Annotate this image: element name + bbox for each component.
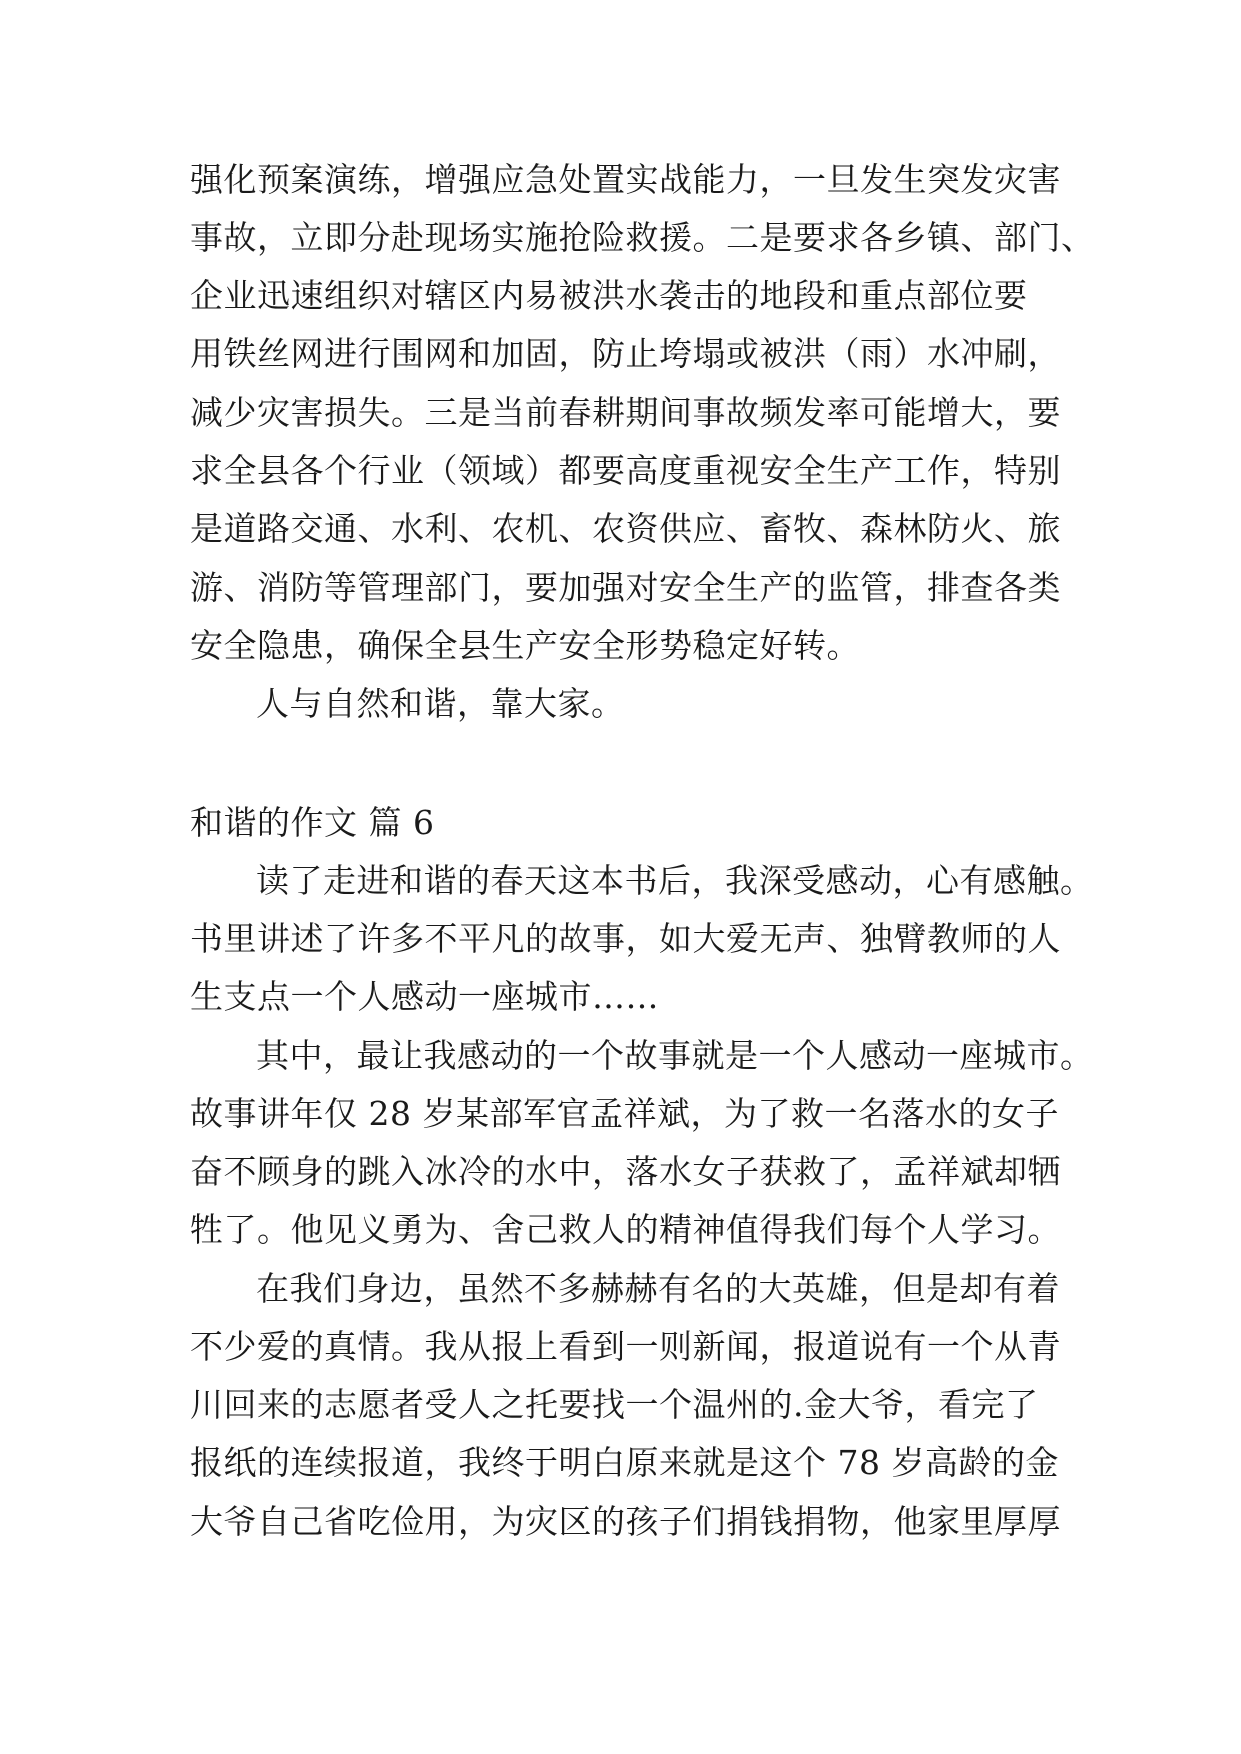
text-line: 减少灾害损失。三是当前春耕期间事故频发率可能增大，要 — [190, 393, 1061, 432]
text-line: 报纸的连续报道，我终于明白原来就是这个 78 岁高龄的金 — [190, 1443, 1059, 1482]
text-line: 奋不顾身的跳入冰冷的水中，落水女子获救了，孟祥斌却牺 — [190, 1152, 1061, 1191]
text-line: 企业迅速组织对辖区内易被洪水袭击的地段和重点部位要 — [190, 276, 1028, 315]
text-line: 川回来的志愿者受人之托要找一个温州的.金大爷，看完了 — [190, 1385, 1039, 1424]
section-heading: 和谐的作文 篇 6 — [190, 803, 435, 842]
text-line: 生支点一个人感动一座城市…… — [190, 977, 659, 1016]
text-line: 读了走进和谐的春天这本书后，我深受感动，心有感触。 — [256, 861, 1094, 900]
text-line: 游、消防等管理部门，要加强对安全生产的监管，排查各类 — [190, 568, 1061, 607]
text-line: 求全县各个行业（领域）都要高度重视安全生产工作，特别 — [190, 451, 1061, 490]
text-line: 书里讲述了许多不平凡的故事，如大爱无声、独臂教师的人 — [190, 919, 1061, 958]
text-line: 不少爱的真情。我从报上看到一则新闻，报道说有一个从青 — [190, 1327, 1061, 1366]
text-line: 用铁丝网进行围网和加固，防止垮塌或被洪（雨）水冲刷， — [190, 334, 1061, 373]
text-line: 故事讲年仅 28 岁某部军官孟祥斌，为了救一名落水的女子 — [190, 1094, 1059, 1133]
text-line: 大爷自己省吃俭用，为灾区的孩子们捐钱捐物，他家里厚厚 — [190, 1502, 1061, 1541]
text-line: 在我们身边，虽然不多赫赫有名的大英雄，但是却有着 — [256, 1269, 1060, 1308]
text-line: 事故，立即分赴现场实施抢险救援。二是要求各乡镇、部门、 — [190, 218, 1095, 257]
text-line: 人与自然和谐，靠大家。 — [256, 684, 625, 723]
text-line: 是道路交通、水利、农机、农资供应、畜牧、森林防火、旅 — [190, 509, 1061, 548]
text-line: 强化预案演练，增强应急处置实战能力，一旦发生突发灾害 — [190, 160, 1061, 199]
text-line: 其中，最让我感动的一个故事就是一个人感动一座城市。 — [256, 1036, 1094, 1075]
text-line: 安全隐患，确保全县生产安全形势稳定好转。 — [190, 626, 860, 665]
text-line: 牲了。他见义勇为、舍己救人的精神值得我们每个人学习。 — [190, 1210, 1061, 1249]
